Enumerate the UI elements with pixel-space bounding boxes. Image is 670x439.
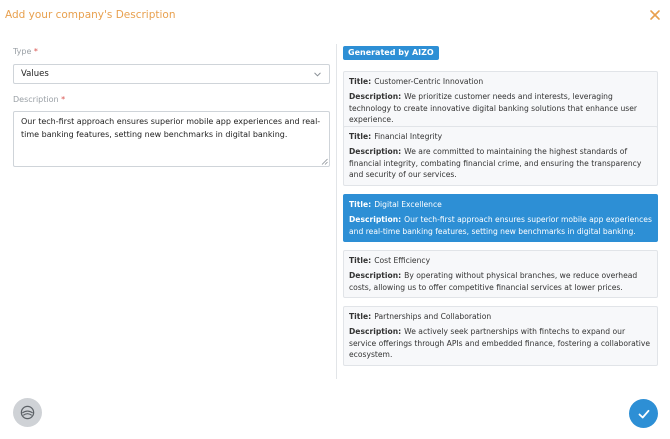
generated-badge: Generated by AIZO bbox=[343, 46, 439, 60]
description-key: Description: bbox=[349, 326, 402, 336]
dialog-title: Add your company's Description bbox=[5, 9, 176, 21]
suggestion-card-financial-integrity[interactable] bbox=[343, 126, 658, 186]
title-key: Title: bbox=[349, 77, 372, 86]
suggestion-title: Customer-Centric Innovation bbox=[374, 77, 484, 86]
logo-icon bbox=[19, 404, 36, 421]
suggestion-description: We prioritize customer needs and interests, leveraging technology to create innovative digital banking solutions that enhance user experience. bbox=[349, 91, 638, 125]
suggestion-description: Our tech-first approach ensures superior mobile app experiences and real-time banking features, setting new benchmarks in digital banking. bbox=[349, 214, 652, 236]
check-icon bbox=[637, 407, 651, 421]
suggestion-title: Cost Efficiency bbox=[374, 256, 431, 265]
description-key: Description: bbox=[349, 146, 402, 156]
description-textarea[interactable] bbox=[13, 111, 330, 167]
type-select-value: Values bbox=[21, 69, 49, 79]
chevron-down-icon bbox=[313, 70, 322, 79]
description-key: Description: bbox=[349, 214, 402, 224]
required-mark: * bbox=[33, 47, 38, 56]
close-icon bbox=[648, 8, 662, 22]
suggestion-description: We actively seek partnerships with fintechs to expand our service offerings through APIs and embedded finance, fostering a collaborative ecosystem. bbox=[349, 326, 651, 360]
panel-divider bbox=[336, 44, 337, 379]
assistant-button[interactable] bbox=[13, 398, 42, 427]
description-label-text: Description bbox=[13, 95, 59, 104]
required-mark: * bbox=[61, 95, 66, 104]
suggestion-card-digital-excellence[interactable] bbox=[343, 194, 658, 242]
description-key: Description: bbox=[349, 270, 402, 280]
description-key: Description: bbox=[349, 91, 402, 101]
dialog-header bbox=[0, 0, 670, 32]
close-button[interactable] bbox=[648, 7, 662, 21]
suggestion-description: By operating without physical branches, we reduce overhead costs, allowing us to offer competitive financial services at lower prices. bbox=[349, 270, 638, 292]
title-key: Title: bbox=[349, 312, 372, 321]
suggestion-title: Partnerships and Collaboration bbox=[374, 312, 492, 321]
confirm-button[interactable] bbox=[629, 399, 658, 428]
title-key: Title: bbox=[349, 132, 372, 141]
title-key: Title: bbox=[349, 200, 372, 209]
type-label bbox=[13, 47, 38, 56]
suggestion-title: Financial Integrity bbox=[374, 132, 443, 141]
resize-handle-icon[interactable] bbox=[321, 158, 328, 165]
description-label bbox=[13, 95, 65, 104]
type-label-text: Type bbox=[13, 47, 32, 56]
suggestion-card-customer-centric-innovation[interactable] bbox=[343, 71, 658, 131]
title-key: Title: bbox=[349, 256, 372, 265]
suggestion-card-cost-efficiency[interactable] bbox=[343, 250, 658, 298]
suggestion-title: Digital Excellence bbox=[374, 200, 442, 209]
type-select[interactable] bbox=[13, 64, 330, 84]
suggestion-card-partnerships-and-collaboration[interactable] bbox=[343, 306, 658, 366]
suggestion-description: We are committed to maintaining the highest standards of financial integrity, combating financial crime, and ensuring the transparency and security of our services. bbox=[349, 146, 642, 180]
